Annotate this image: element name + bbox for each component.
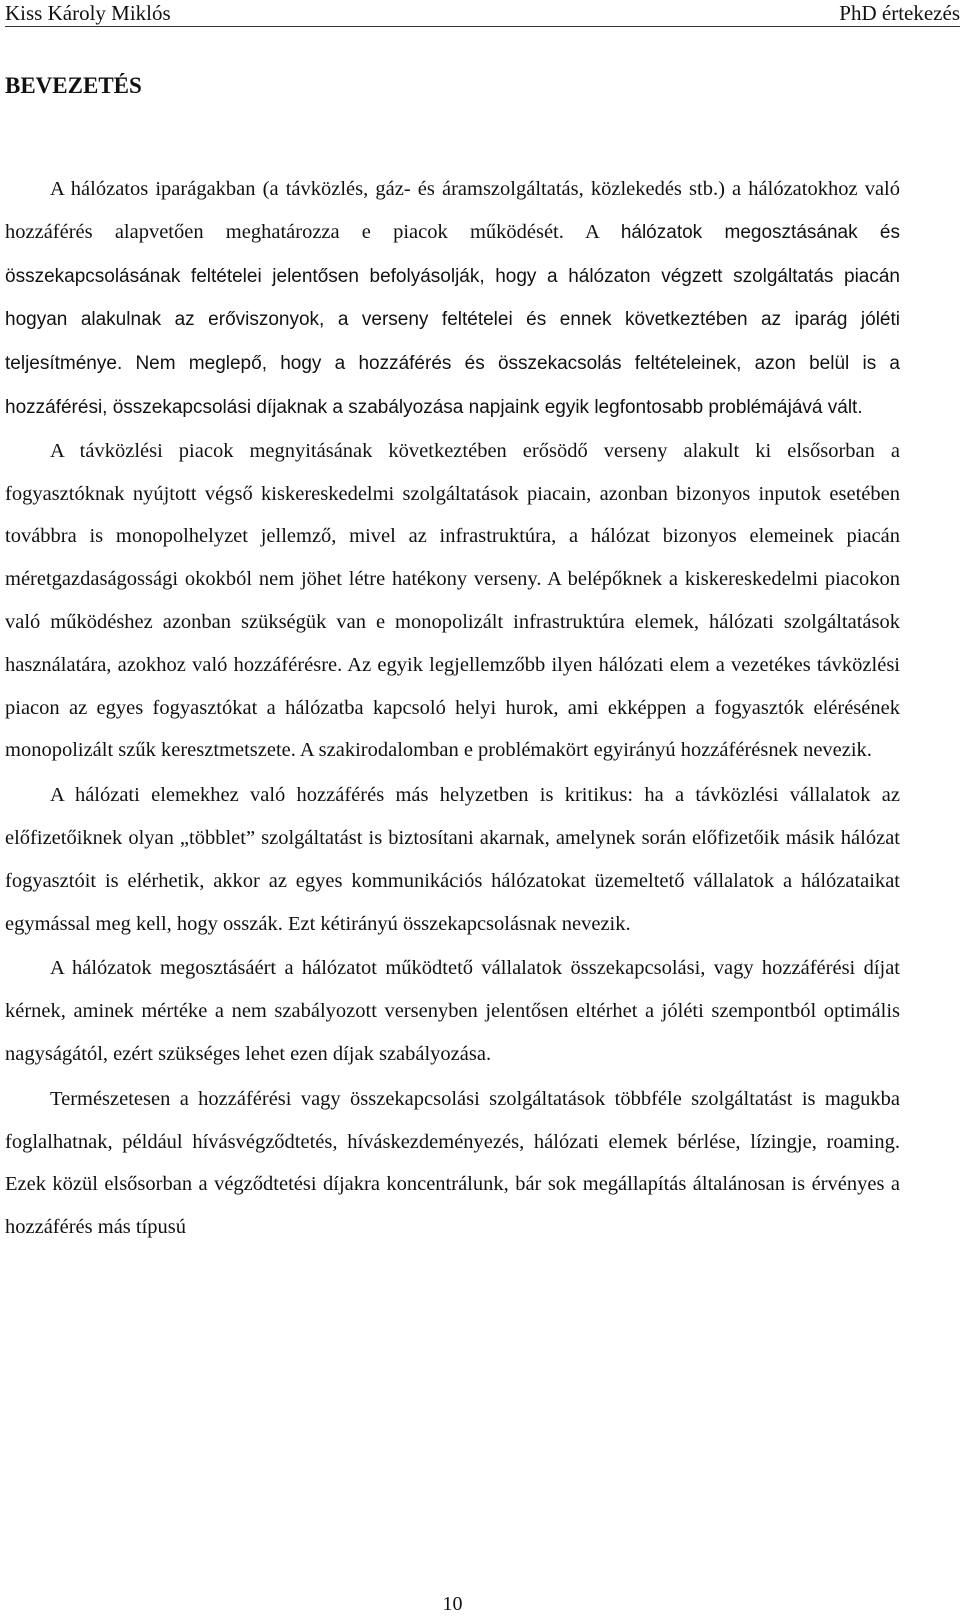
paragraph-3: A hálózati elemekhez való hozzáférés más helyzetben is kritikus: ha a távközlési vállalatok az előfizetőiknek olyan „többlet” szolgáltatást is biztosítani akarnak, amelynek során előfizetőik másik hálózat fogyasztóit is elérhetik, akkor az egyes kommunikációs hálózatokat üzemeltető vállalatok a hálózataikat egymással meg kell, hogy osszák. Ezt kétirányú összekapcsolásnak nevezik. <box>5 784 900 935</box>
page-number: 10 <box>442 1593 463 1615</box>
paragraph-5: Természetesen a hozzáférési vagy összekapcsolási szolgáltatások többféle szolgáltatást is magukba foglalhatnak, például hívásvégződtetés, híváskezdeményezés, hálózati elemek bérlése, lízingje, roaming. Ezek közül elsősorban a végződtetési díjakra koncentrálunk, bár sok megállapítás általánosan is érvényes a hozzáférés más típusú <box>5 1087 900 1239</box>
paragraph-1-sans-part: hálózatok megosztásának és összekapcsolásának feltételei jelentősen befolyásolják, hogy a hálózaton végzett szolgáltatás piacán hogyan alakulnak az erőviszonyok, a verseny feltételei és ennek következtében az iparág jóléti teljesítménye. Nem meglepő, hogy a hozzáférés és összekacsolás feltételeinek, azon belül is a hozzáférési, összekapcsolási díjaknak a szabályozása napjaink egyik legfontosabb problémájává vált. <box>5 221 901 418</box>
paragraph-1-serif-part: A hálózatos iparágakban (a távközlés, gáz- és áramszolgáltatás, közlekedés stb.) a hálózatokhoz való hozzáférés alapvetően meghatározza e piacok működését. A <box>5 178 900 243</box>
paragraph-2: A távközlési piacok megnyitásának következtében erősödő verseny alakult ki elsősorban a fogyasztóknak nyújtott végső kiskereskedelmi szolgáltatások piacain, azonban bizonyos inputok esetében továbbra is monopolhelyzet jellemző, mivel az infrastruktúra, a hálózat bizonyos elemeinek piacán méretgazdaságossági okokból nem jöhet létre hatékony verseny. A belépőknek a kiskereskedelmi piacokon való működéshez azonban szükségük van e monopolizált infrastruktúra elemek, hálózati szolgáltatások használatára, azokhoz való hozzáférésre. Az egyik legjellemzőbb ilyen hálózati elem a vezetékes távközlési piacon az egyes fogyasztókat a hálózatba kapcsoló helyi hurok, ami ekképpen a fogyasztók elérésének monopolizált szűk keresztmetszete. A szakirodalomban e problémakört egyirányú hozzáférésnek nevezik. <box>5 439 900 762</box>
paragraph-4: A hálózatok megosztásáért a hálózatot működtető vállalatok összekapcsolási, vagy hozzáférési díjat kérnek, aminek mértéke a nem szabályozott versenyben jelentősen eltérhet a jóléti szempontból optimális nagyságától, ezért szükséges lehet ezen díjak szabályozása. <box>5 957 900 1065</box>
section-title: BEVEZETÉS <box>5 73 142 98</box>
page-header <box>5 0 960 27</box>
body-text <box>5 168 900 1249</box>
header-document-type: PhD értekezés <box>839 1 960 25</box>
header-author: Kiss Károly Miklós <box>5 1 171 25</box>
paragraph-1 <box>5 168 900 430</box>
